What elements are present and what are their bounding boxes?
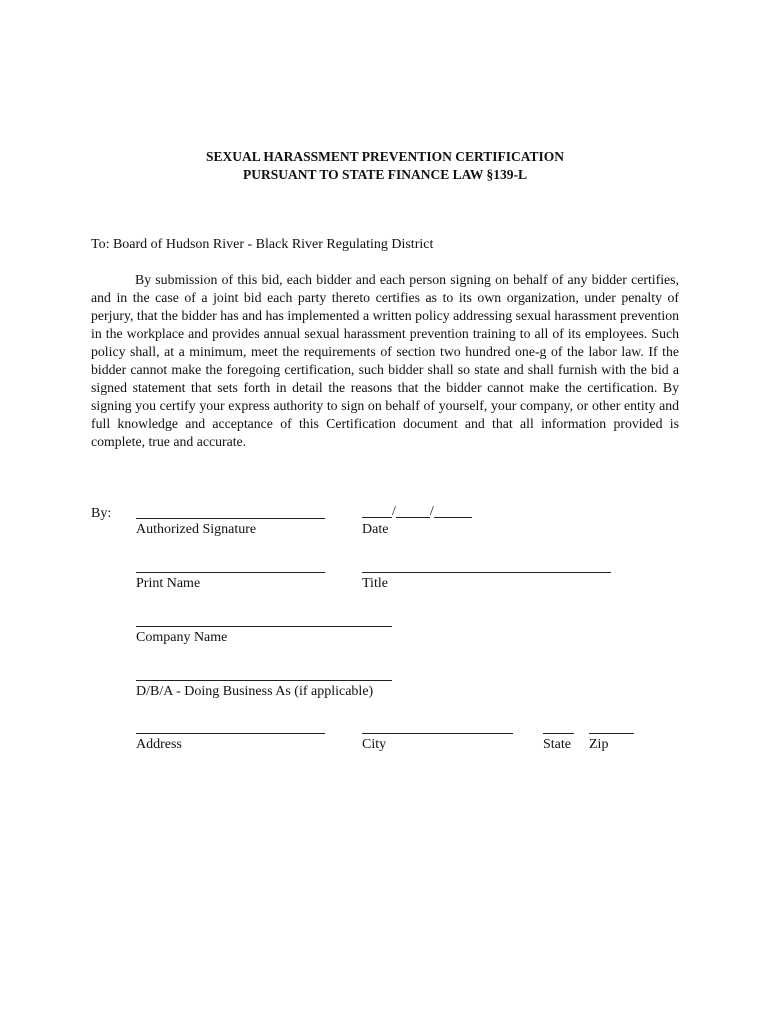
city-label: City [362,737,387,752]
company-name-label: Company Name [136,630,228,645]
dba-label: D/B/A - Doing Business As (if applicable) [136,684,374,699]
title-line-2: PURSUANT TO STATE FINANCE LAW §139-L [243,167,527,182]
address-label: Address [136,737,182,752]
address-field[interactable] [136,733,325,734]
addressee-line: To: Board of Hudson River - Black River Regulating District [91,237,434,252]
zip-label: Zip [589,737,609,752]
date-separator: / [429,504,434,519]
authorized-signature-field[interactable] [136,518,325,519]
print-name-field[interactable] [136,572,325,573]
state-field[interactable] [543,733,574,734]
print-name-label: Print Name [136,576,201,591]
certification-paragraph: By submission of this bid, each bidder and each person signing on behalf of any bidder certifies, and in the case of a joint bid each party thereto certifies as to its own organization, under penalty of perjury, that the bidder has and has implemented a written policy addressing sexual harassment prevention in the workplace and provides annual sexual harassment prevention training to all of its employees. Such policy shall, at a minimum, meet the requirements of section two hundred one-g of the labor law. If the bidder cannot make the foregoing certification, such bidder shall so state and shall furnish with the bid a signed statement that sets forth in detail the reasons that the bidder cannot make the certification. By signing you certify your express authority to sign on behalf of yourself, your company, or other entity and full knowledge and acceptance of this Certification document and that all information provided is complete, true and accurate. [91,272,679,449]
date-year-blank[interactable] [434,517,472,518]
date-separator: / [392,504,396,519]
date-day-blank[interactable] [396,517,430,518]
date-field[interactable] [362,505,472,519]
title-field[interactable] [362,572,611,573]
state-label: State [543,737,571,752]
by-label: By: [91,506,112,521]
city-field[interactable] [362,733,513,734]
dba-field[interactable] [136,680,392,681]
date-month-blank[interactable] [362,517,392,518]
title-label: Title [362,576,388,591]
company-name-field[interactable] [136,626,392,627]
date-label: Date [362,522,389,537]
authorized-signature-label: Authorized Signature [136,522,257,537]
zip-field[interactable] [589,733,634,734]
document-title [0,148,770,184]
title-line-1: SEXUAL HARASSMENT PREVENTION CERTIFICATION [206,149,564,164]
